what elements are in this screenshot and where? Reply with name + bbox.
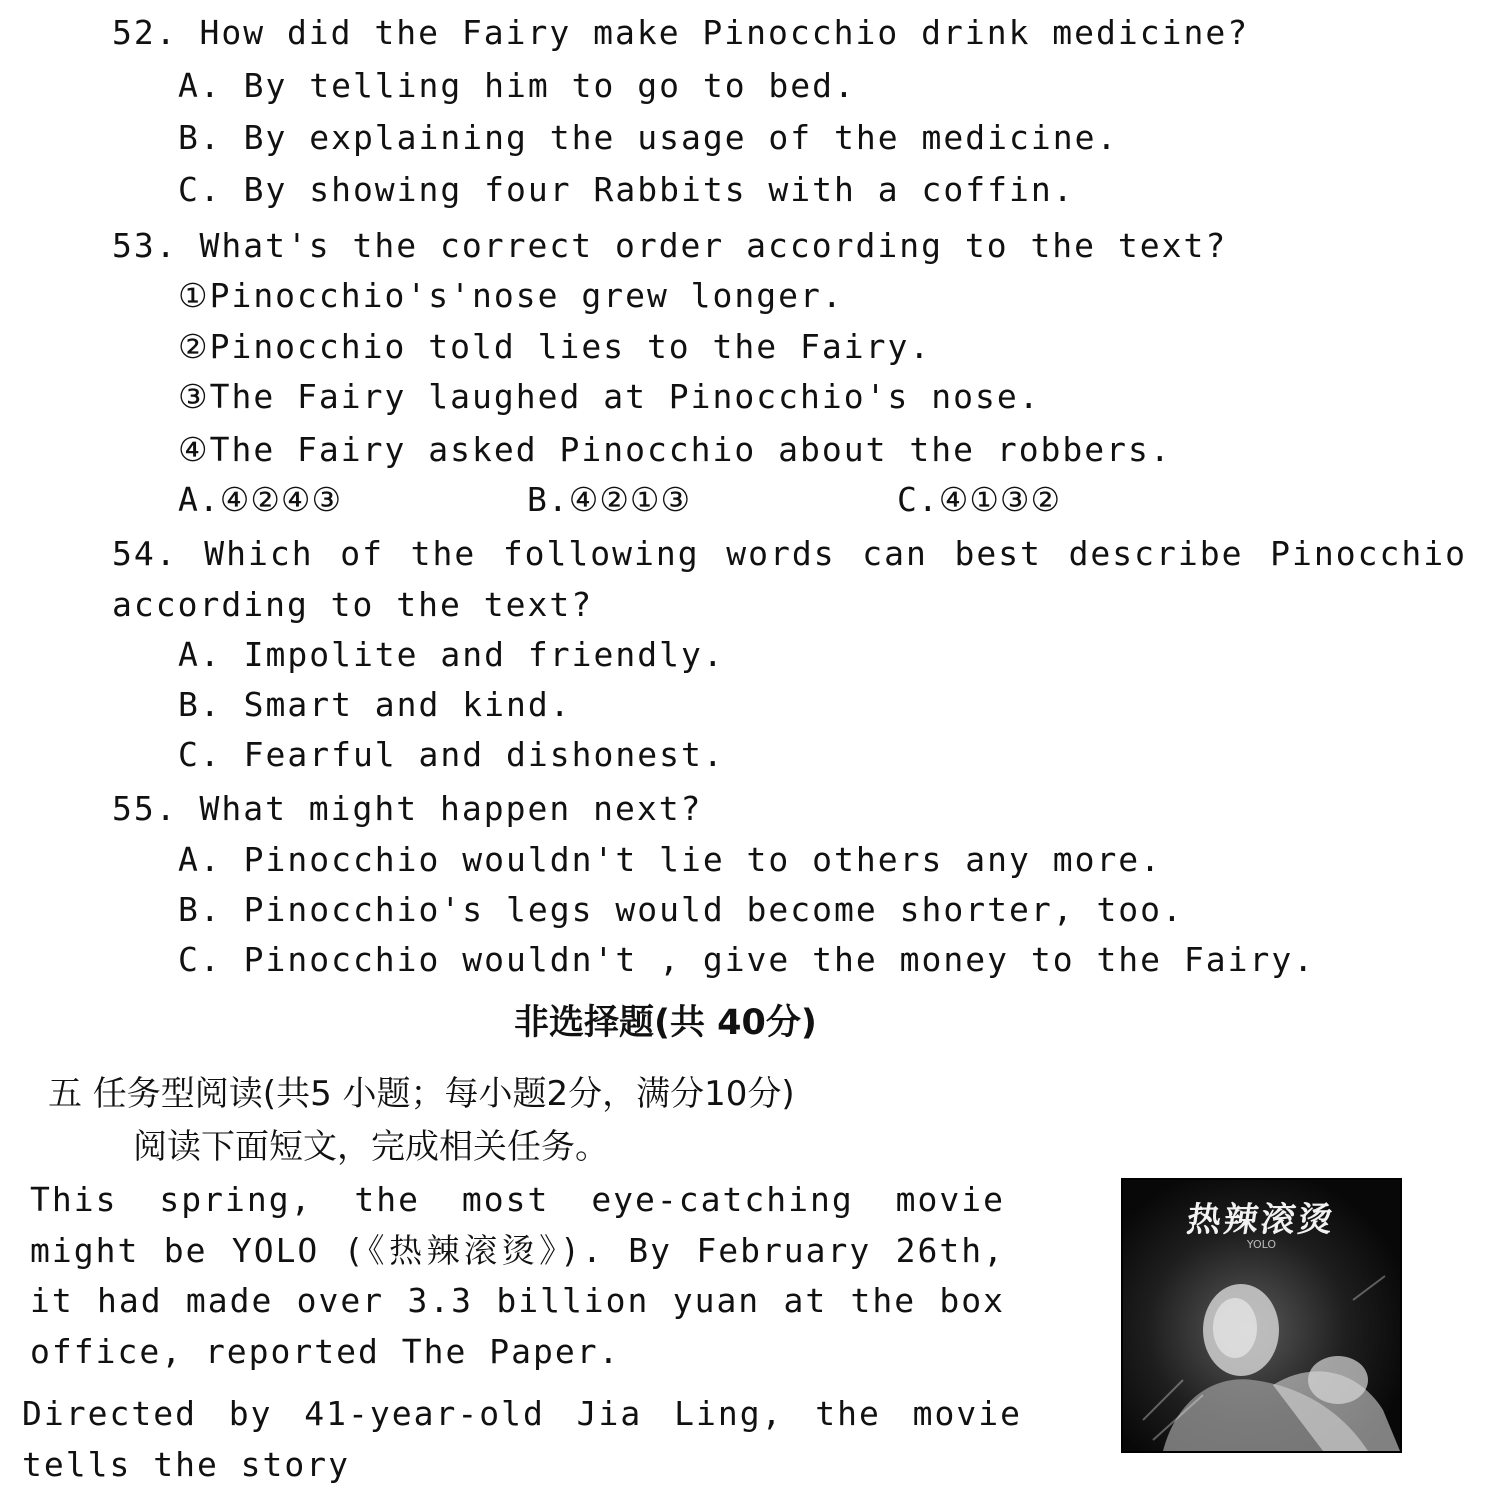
question-54-option-c: C. Fearful and dishonest. [178, 735, 725, 774]
question-52-option-b: B. By explaining the usage of the medicine. [178, 118, 1119, 157]
section-heading: 非选择题(共 40分) [514, 1003, 817, 1043]
question-54-stem-line-1 [112, 534, 1467, 574]
question-54-word: Which [204, 534, 314, 573]
question-52-option-a: A. By telling him to go to bed. [178, 66, 856, 105]
question-55-option-b: B. Pinocchio's legs would become shorter, too. [178, 890, 1184, 929]
question-53-option-c: C.④①③② [897, 480, 1062, 519]
question-52-option-c: C. By showing four Rabbits with a coffin. [178, 170, 1075, 209]
question-53-statement-1: ①Pinocchio's'nose grew longer. [178, 276, 844, 315]
part-title: 五 任务型阅读(共5 小题；每小题2分，满分10分) [48, 1074, 795, 1114]
question-53-statement-3: ③The Fairy laughed at Pinocchio's nose. [178, 377, 1041, 416]
question-53-option-a: A.④②④③ [178, 480, 343, 519]
poster-subtitle: YOLO [1246, 1238, 1277, 1251]
passage-paragraph-2: Directed by 41-year-old Jia Ling, the movie tells the story [22, 1394, 1022, 1484]
question-53-statement-4: ④The Fairy asked Pinocchio about the robbers. [178, 430, 1172, 469]
question-54-word: describe [1068, 534, 1244, 573]
reading-instruction: 阅读下面短文，完成相关任务。 [133, 1127, 609, 1167]
question-54-option-a: A. Impolite and friendly. [178, 635, 725, 674]
question-54-word: following [502, 534, 700, 573]
question-54-word: can [862, 534, 928, 573]
question-53-option-b: B.④②①③ [527, 480, 692, 519]
question-54-word: of [340, 534, 384, 573]
question-53-stem: 53. What's the correct order according to the text? [112, 226, 1228, 265]
poster-title: 热辣滚烫 [1184, 1200, 1338, 1240]
movie-poster-image [1121, 1178, 1402, 1453]
question-54-stem-line-2: according to the text? [112, 585, 594, 624]
question-54-word: 54. [112, 534, 178, 573]
question-54-word: Pinocchio [1270, 534, 1467, 573]
question-55-option-a: A. Pinocchio wouldn't lie to others any more. [178, 840, 1163, 879]
question-52-stem: 52. How did the Fairy make Pinocchio drink medicine? [112, 13, 1250, 52]
question-54-word: the [410, 534, 477, 573]
question-54-word: best [954, 534, 1042, 573]
question-54-word: words [726, 534, 836, 573]
passage-paragraph-1: This spring, the most eye-catching movie might be YOLO (《热辣滚烫》). By February 26th, it had made over 3.3 billion yuan at the box office, reported The Paper. [30, 1180, 1005, 1371]
question-54-option-b: B. Smart and kind. [178, 685, 572, 724]
question-55-stem: 55. What might happen next? [112, 789, 703, 828]
question-53-statement-2: ②Pinocchio told lies to the Fairy. [178, 327, 932, 366]
question-55-option-c: C. Pinocchio wouldn't , give the money to the Fairy. [178, 940, 1316, 979]
